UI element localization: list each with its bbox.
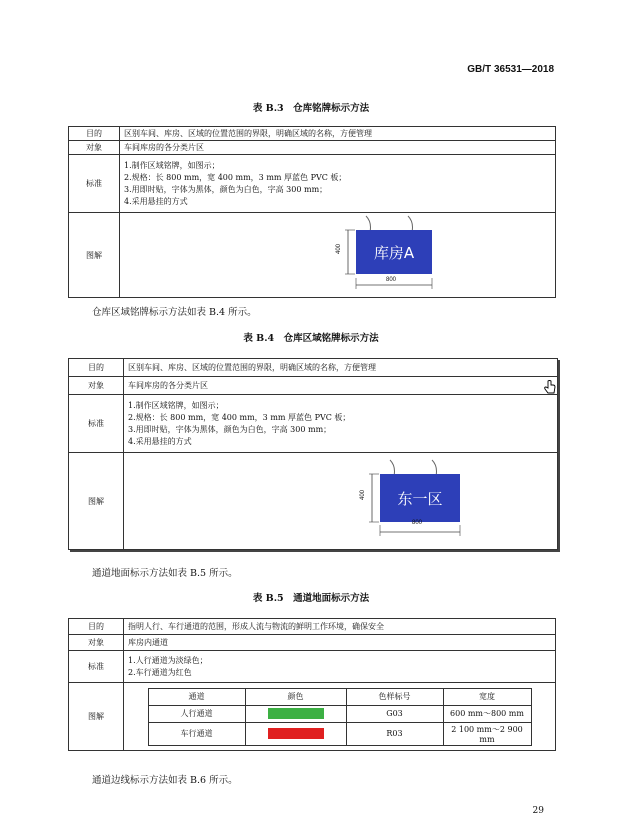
- standard-line: 2.规格：长 800 mm，宽 400 mm，3 mm 厚蓝色 PVC 板；: [128, 412, 351, 422]
- table-b3-caption: 表 B.3 仓库铭牌标示方法: [252, 103, 370, 114]
- row-label: 目的: [69, 359, 124, 377]
- table-b5: [68, 618, 556, 751]
- red-swatch: [268, 728, 324, 739]
- row-text: 区别车间、库房、区域的位置范围的界限，明确区域的名称，方便管理: [124, 359, 558, 377]
- height-dimension: 400: [336, 243, 343, 255]
- row-label: 对象: [69, 635, 124, 651]
- width-dimension: 800: [386, 277, 397, 283]
- inner-header: 通道: [148, 688, 245, 705]
- paragraph: 仓库区域铭牌标示方法如表 B.4 所示。: [92, 307, 257, 318]
- table-b5-caption: 表 B.5 通道地面标示方法: [252, 593, 370, 604]
- standard-line: 4.采用悬挂的方式: [124, 196, 188, 206]
- inner-header: 色样标号: [346, 688, 443, 705]
- row-label: 标准: [69, 395, 124, 453]
- row-text: 车间库房的各分类片区: [124, 377, 558, 395]
- row-label: 图解: [69, 453, 124, 550]
- row-label: 目的: [69, 619, 124, 635]
- table-b4: [68, 358, 558, 550]
- dimension-lines-icon: [366, 472, 470, 542]
- row-text: 库房内通道: [124, 635, 556, 651]
- standard-line: 1.制作区域铭牌，如图示；: [128, 400, 224, 410]
- passage-name: 车行通道: [148, 722, 245, 745]
- height-dimension: 400: [360, 489, 367, 501]
- row-label: 对象: [69, 141, 120, 155]
- color-code: R03: [346, 722, 443, 745]
- standard-text: [120, 155, 556, 213]
- paragraph: 通道边线标示方法如表 B.6 所示。: [92, 775, 238, 786]
- row-label: 图解: [69, 683, 124, 751]
- row-label: 图解: [69, 213, 120, 298]
- standard-number: GB/T 36531—2018: [467, 64, 554, 75]
- sign-plate: 东一区: [380, 474, 460, 522]
- green-swatch: [268, 708, 324, 719]
- row-label: 对象: [69, 377, 124, 395]
- figure-cell: [124, 453, 558, 550]
- standard-line: 1.人行通道为淡绿色；: [128, 655, 208, 665]
- figure-cell: [120, 213, 556, 298]
- table-b4-caption: 表 B.4 仓库区域铭牌标示方法: [243, 333, 379, 344]
- standard-line: 2.车行通道为红色: [128, 667, 192, 677]
- color-cell: [245, 705, 346, 722]
- table-row: [148, 722, 531, 745]
- paragraph: 通道地面标示方法如表 B.5 所示。: [92, 568, 238, 579]
- table-row: [148, 705, 531, 722]
- page-number: 29: [532, 806, 544, 816]
- color-code: G03: [346, 705, 443, 722]
- row-label: 目的: [69, 127, 120, 141]
- row-label: 标准: [69, 651, 124, 683]
- standard-line: 3.用即时贴，字体为黑体，颜色为白色，字高 300 mm；: [124, 184, 328, 194]
- standard-text: [124, 395, 558, 453]
- width-dimension: 800: [412, 520, 423, 526]
- standard-line: 2.规格：长 800 mm，宽 400 mm，3 mm 厚蓝色 PVC 板；: [124, 172, 347, 182]
- sign-figure: [124, 214, 551, 296]
- passage-color-table: [148, 688, 532, 746]
- inner-header: 颜色: [245, 688, 346, 705]
- figure-cell: [124, 683, 556, 751]
- table-b3: [68, 126, 556, 298]
- standard-line: 3.用即时贴，字体为黑体，颜色为白色，字高 300 mm；: [128, 424, 332, 434]
- dimension-lines-icon: [342, 228, 442, 296]
- sign-plate: 库房A: [356, 230, 432, 274]
- passage-width: 600 mm～800 mm: [443, 705, 531, 722]
- row-text: 区别车间、库房、区域的位置范围的界限，明确区域的名称，方便管理: [120, 127, 556, 141]
- passage-width: 2 100 mm～2 900 mm: [443, 722, 531, 745]
- passage-name: 人行通道: [148, 705, 245, 722]
- standard-text: [124, 651, 556, 683]
- sign-figure: [128, 454, 553, 548]
- row-text: 指明人行、车行通道的范围，形成人流与物流的鲜明工作环境，确保安全: [124, 619, 556, 635]
- inner-header: 宽度: [443, 688, 531, 705]
- hand-cursor-icon: [543, 380, 557, 394]
- color-cell: [245, 722, 346, 745]
- standard-line: 4.采用悬挂的方式: [128, 436, 192, 446]
- row-label: 标准: [69, 155, 120, 213]
- row-text: 车间库房的各分类片区: [120, 141, 556, 155]
- standard-line: 1.制作区域铭牌，如图示；: [124, 160, 220, 170]
